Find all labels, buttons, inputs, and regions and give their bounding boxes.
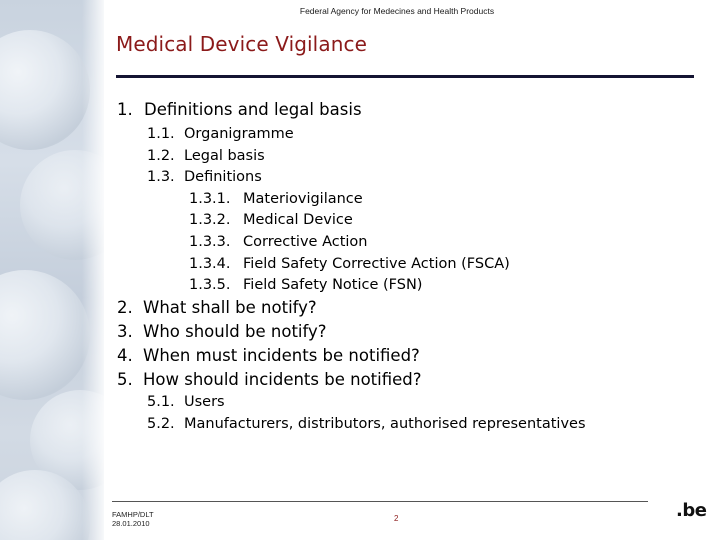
- outline-item: [189, 212, 353, 228]
- outline-number: 3.: [117, 322, 133, 341]
- outline-number: 2.: [117, 298, 133, 317]
- outline-text: When must incidents be notified?: [143, 346, 420, 365]
- outline-number: 1.3.2.: [189, 212, 231, 228]
- outline-item: [147, 169, 262, 185]
- outline-item: [117, 322, 327, 341]
- outline-number: 5.: [117, 370, 133, 389]
- footer-department: FAMHP/DLT: [112, 510, 154, 519]
- outline-text: Corrective Action: [243, 234, 368, 250]
- outline-item: [117, 100, 362, 119]
- outline-text: Field Safety Notice (FSN): [243, 277, 423, 293]
- outline-item: [147, 148, 265, 164]
- outline-item: [147, 126, 294, 142]
- outline-number: 1.: [117, 100, 133, 119]
- be-logo: .be: [676, 500, 707, 521]
- page-number: 2: [394, 514, 399, 523]
- outline-text: Users: [184, 394, 225, 410]
- outline-item: [117, 370, 422, 389]
- outline-text: Field Safety Corrective Action (FSCA): [243, 256, 510, 272]
- outline-item: [189, 256, 510, 272]
- outline-text: Who should be notify?: [143, 322, 327, 341]
- footer-reference: [112, 510, 154, 528]
- outline-text: Medical Device: [243, 212, 353, 228]
- outline-text: Materiovigilance: [243, 191, 363, 207]
- outline-number: 1.3.4.: [189, 256, 231, 272]
- outline-number: 1.3.3.: [189, 234, 231, 250]
- agency-name: Federal Agency for Medecines and Health Products: [299, 6, 495, 16]
- outline-number: 1.3.1.: [189, 191, 231, 207]
- outline-item: [147, 394, 225, 410]
- footer-date: 28.01.2010: [112, 519, 150, 528]
- slide-title: Medical Device Vigilance: [116, 32, 367, 56]
- outline-text: What shall be notify?: [143, 298, 317, 317]
- outline-text: Legal basis: [184, 148, 265, 164]
- outline-item: [117, 298, 317, 317]
- outline-item: [117, 346, 420, 365]
- outline-number: 4.: [117, 346, 133, 365]
- outline-text: How should incidents be notified?: [143, 370, 422, 389]
- outline-number: 5.2.: [147, 416, 175, 432]
- outline-text: Definitions: [184, 169, 262, 185]
- outline-number: 1.1.: [147, 126, 175, 142]
- outline-number: 5.1.: [147, 394, 175, 410]
- outline-item: [189, 191, 363, 207]
- outline-number: 1.3.5.: [189, 277, 231, 293]
- outline-text: Definitions and legal basis: [144, 100, 362, 119]
- footer-divider: [112, 501, 648, 502]
- outline-item: [189, 234, 367, 250]
- outline-number: 1.3.: [147, 169, 175, 185]
- outline-text: Organigramme: [184, 126, 294, 142]
- outline-text: Manufacturers, distributors, authorised representatives: [184, 416, 586, 432]
- outline-item: [147, 416, 586, 432]
- outline-item: [189, 277, 422, 293]
- outline-number: 1.2.: [147, 148, 175, 164]
